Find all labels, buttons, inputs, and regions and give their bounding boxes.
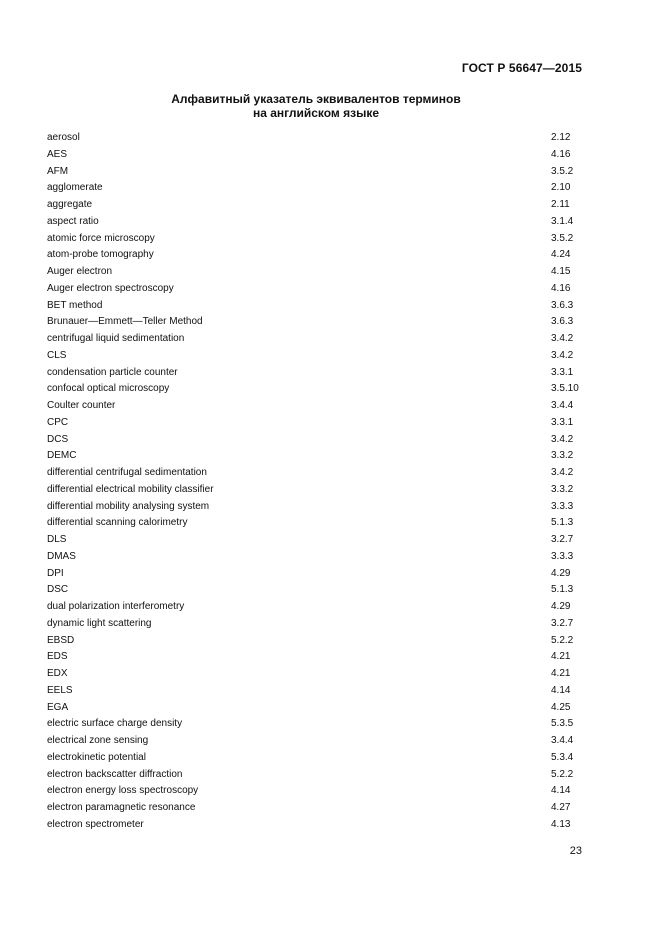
index-reference: 2.11 xyxy=(551,199,570,210)
index-reference: 5.3.5 xyxy=(551,718,574,730)
index-reference: 3.6.3 xyxy=(551,299,574,311)
index-entry xyxy=(47,231,607,248)
index-reference: 4.24 xyxy=(551,249,571,261)
index-entry xyxy=(47,633,607,650)
index-entry xyxy=(47,566,607,583)
index-term: DLS xyxy=(47,534,67,545)
index-reference: 4.14 xyxy=(551,785,571,797)
index-entry xyxy=(47,398,607,415)
index-reference: 3.1.4 xyxy=(551,215,574,227)
index-reference: 4.13 xyxy=(551,818,571,830)
standard-code: ГОСТ Р 56647—2015 xyxy=(461,61,582,75)
index-term: Auger electron xyxy=(47,266,113,277)
index-term: DMAS xyxy=(47,550,76,562)
index-entry xyxy=(47,599,607,616)
index-reference: 4.15 xyxy=(551,266,571,277)
index-entry xyxy=(47,582,607,599)
index-term: BET method xyxy=(47,299,103,311)
index-term: electrical zone sensing xyxy=(47,735,149,746)
index-term: differential scanning calorimetry xyxy=(47,517,188,529)
index-term: DEMC xyxy=(47,450,77,462)
index-entry xyxy=(47,532,607,549)
index-entry xyxy=(47,264,607,281)
index-entry xyxy=(47,499,607,516)
index-reference: 3.5.10 xyxy=(551,383,579,395)
index-entry xyxy=(47,365,607,382)
index-term: agglomerate xyxy=(47,182,103,194)
index-entry xyxy=(47,549,607,566)
index-term: differential electrical mobility classifier xyxy=(47,483,214,495)
index-reference: 3.3.1 xyxy=(551,416,574,428)
index-term: electron backscatter diffraction xyxy=(47,768,183,780)
index-reference: 3.3.3 xyxy=(551,500,574,512)
index-entry xyxy=(47,783,607,800)
index-reference: 3.3.2 xyxy=(551,450,574,462)
index-entry xyxy=(47,649,607,666)
index-reference: 4.21 xyxy=(551,651,571,663)
index-term: electron spectrometer xyxy=(47,818,144,830)
index-term: DCS xyxy=(47,433,69,445)
index-entry xyxy=(47,180,607,197)
index-term: confocal optical microscopy xyxy=(47,383,170,395)
index-reference: 3.2.7 xyxy=(551,617,574,629)
index-term: differential mobility analysing system xyxy=(47,500,210,512)
index-reference: 3.3.1 xyxy=(551,366,574,378)
index-reference: 2.12 xyxy=(551,132,571,143)
index-entry xyxy=(47,214,607,231)
index-entry xyxy=(47,767,607,784)
index-term: aspect ratio xyxy=(47,215,99,227)
index-reference: 4.16 xyxy=(551,148,571,160)
index-reference: 4.16 xyxy=(551,282,571,294)
index-entry xyxy=(47,716,607,733)
index-reference: 5.2.2 xyxy=(551,768,574,780)
index-term: condensation particle counter xyxy=(47,366,178,378)
index-entry xyxy=(47,197,607,214)
index-term: aggregate xyxy=(47,199,93,210)
index-entry xyxy=(47,683,607,700)
index-term: aerosol xyxy=(47,132,80,143)
index-entry xyxy=(47,331,607,348)
index-term: Auger electron spectroscopy xyxy=(47,282,174,294)
index-entry xyxy=(47,314,607,331)
index-term: Coulter counter xyxy=(47,400,116,411)
index-term: electrokinetic potential xyxy=(47,751,146,763)
index-entry xyxy=(47,298,607,315)
index-term: EDX xyxy=(47,668,68,679)
index-entry xyxy=(47,817,607,834)
index-term: atomic force microscopy xyxy=(47,232,155,244)
index-term: CPC xyxy=(47,416,69,428)
index-entry xyxy=(47,432,607,449)
index-entry xyxy=(47,750,607,767)
index-reference: 5.3.4 xyxy=(551,751,574,763)
term-index-list xyxy=(47,130,607,834)
index-reference: 4.21 xyxy=(551,668,571,679)
index-reference: 3.4.4 xyxy=(551,735,574,746)
index-term: DPI xyxy=(47,567,64,579)
index-reference: 3.5.2 xyxy=(551,165,574,177)
index-term: CLS xyxy=(47,349,67,361)
index-entry xyxy=(47,733,607,750)
index-entry xyxy=(47,281,607,298)
index-entry xyxy=(47,465,607,482)
index-reference: 3.4.2 xyxy=(551,467,574,478)
index-reference: 5.2.2 xyxy=(551,634,574,646)
index-reference: 4.14 xyxy=(551,684,571,696)
index-entry xyxy=(47,415,607,432)
index-entry xyxy=(47,800,607,817)
index-reference: 3.3.3 xyxy=(551,550,574,562)
index-term: atom-probe tomography xyxy=(47,249,154,261)
index-term: AES xyxy=(47,148,68,160)
index-reference: 5.1.3 xyxy=(551,584,574,596)
index-entry xyxy=(47,666,607,683)
index-reference: 2.10 xyxy=(551,182,571,194)
index-reference: 3.4.2 xyxy=(551,333,574,344)
index-term: centrifugal liquid sedimentation xyxy=(47,333,185,344)
index-reference: 3.4.4 xyxy=(551,400,574,411)
index-term: EELS xyxy=(47,684,73,696)
index-reference: 4.29 xyxy=(551,601,571,612)
index-reference: 4.27 xyxy=(551,802,571,813)
index-entry xyxy=(47,515,607,532)
index-term: differential centrifugal sedimentation xyxy=(47,467,207,478)
index-entry xyxy=(47,247,607,264)
index-entry xyxy=(47,700,607,717)
index-reference: 4.29 xyxy=(551,567,571,579)
index-term: dual polarization interferometry xyxy=(47,601,185,612)
index-term: Brunauer—Emmett—Teller Method xyxy=(47,316,203,328)
index-term: AFM xyxy=(47,165,69,177)
index-term: dynamic light scattering xyxy=(47,617,152,629)
index-reference: 3.2.7 xyxy=(551,534,574,545)
index-entry xyxy=(47,164,607,181)
index-term: electron energy loss spectroscopy xyxy=(47,785,199,797)
page-number: 23 xyxy=(569,845,582,857)
index-reference: 4.25 xyxy=(551,701,571,713)
index-term: electron paramagnetic resonance xyxy=(47,802,196,813)
index-reference: 3.4.2 xyxy=(551,433,574,445)
index-term: EGA xyxy=(47,701,69,713)
index-entry xyxy=(47,348,607,365)
index-entry xyxy=(47,130,607,147)
index-reference: 3.6.3 xyxy=(551,316,574,328)
index-entry xyxy=(47,616,607,633)
index-reference: 3.5.2 xyxy=(551,232,574,244)
index-term: DSC xyxy=(47,584,69,596)
index-entry xyxy=(47,482,607,499)
index-reference: 3.4.2 xyxy=(551,349,574,361)
index-term: EBSD xyxy=(47,634,75,646)
index-title xyxy=(0,93,632,120)
index-title-line-2: на английском языке xyxy=(252,105,380,120)
index-term: electric surface charge density xyxy=(47,718,183,730)
index-entry xyxy=(47,448,607,465)
index-reference: 3.3.2 xyxy=(551,483,574,495)
index-term: EDS xyxy=(47,651,68,663)
index-entry xyxy=(47,381,607,398)
index-title-line-1: Алфавитный указатель эквивалентов терминов xyxy=(171,92,461,106)
index-reference: 5.1.3 xyxy=(551,517,574,529)
index-entry xyxy=(47,147,607,164)
